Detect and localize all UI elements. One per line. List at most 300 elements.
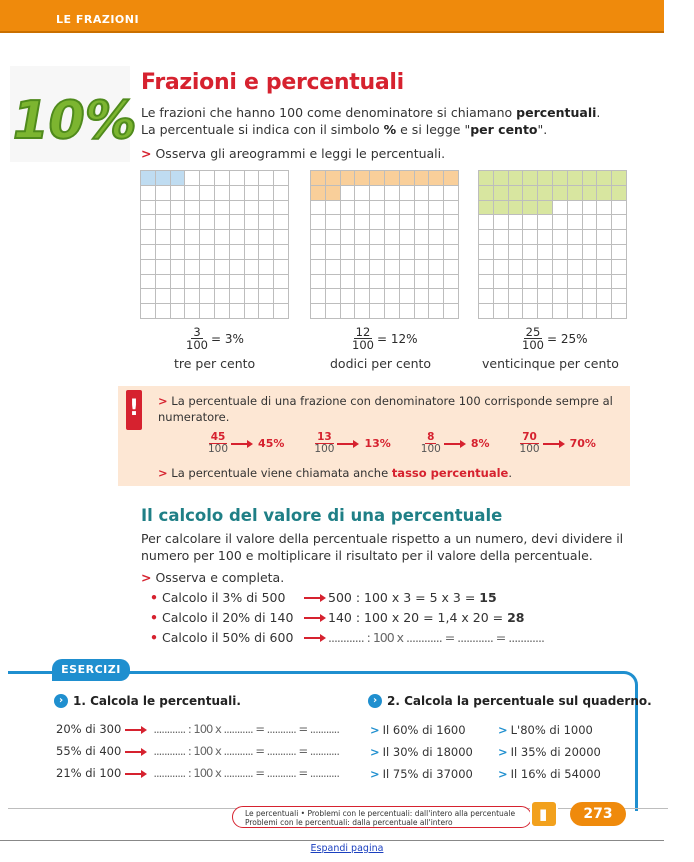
calc-row: • Calcolo il 20% di 140 140 : 100 x 20 = 1,4 x 20 = 28: [150, 610, 525, 625]
digital-resource-icon[interactable]: ▮: [530, 800, 558, 828]
grid-cell: [415, 186, 430, 201]
grid-cell: [583, 230, 598, 245]
calc-heading: Il calcolo del valore di una percentuale: [141, 506, 503, 525]
grid-cell: [171, 215, 186, 230]
grid-cell: [230, 245, 245, 260]
grid-cell: [385, 275, 400, 290]
percent-badge: [6, 66, 142, 162]
grid-cell: [245, 215, 260, 230]
note-fraction-item: $\frac{8}{100}$ 8%: [420, 431, 490, 455]
calc-observe-instruction: > Osserva e completa.: [141, 570, 285, 585]
grid-cell: [415, 260, 430, 275]
grid-cell: [400, 245, 415, 260]
grid-cell: [479, 201, 494, 216]
grid-cell: [553, 289, 568, 304]
grid-cell: [568, 245, 583, 260]
grid-cell: [245, 275, 260, 290]
grid-cell: [259, 304, 274, 319]
grid-cell: [355, 275, 370, 290]
grid-cell: [444, 289, 459, 304]
grid-cell: [479, 260, 494, 275]
grid-cell: [509, 289, 524, 304]
grid-cell: [230, 304, 245, 319]
grid-cell: [523, 304, 538, 319]
grid-cell: [429, 215, 444, 230]
grid-cell: [479, 275, 494, 290]
grid-cell: [612, 245, 627, 260]
exercise-2-item: > Il 60% di 1600: [370, 723, 466, 737]
grid-cell: [171, 245, 186, 260]
exercise-2-item: > L'80% di 1000: [498, 723, 593, 737]
grid-cell: [523, 215, 538, 230]
grid-cell: [583, 215, 598, 230]
grid-cell: [479, 304, 494, 319]
viewer-divider: [0, 840, 664, 841]
grid-cell: [185, 245, 200, 260]
grid-cell: [259, 230, 274, 245]
grid-cell: [494, 304, 509, 319]
grid-cell: [326, 245, 341, 260]
exercises-tab: ESERCIZI: [52, 659, 130, 681]
grid-words-2: dodici per cento: [330, 356, 432, 371]
grid-cell: [400, 260, 415, 275]
grid-cell: [444, 215, 459, 230]
grid-cell: [311, 186, 326, 201]
grid-cell: [245, 289, 260, 304]
arrow-right-icon: [125, 729, 143, 731]
exercise-2-item: > Il 75% di 37000: [370, 767, 473, 781]
grid-cell: [200, 289, 215, 304]
grid-cell: [479, 245, 494, 260]
grid-cell: [597, 201, 612, 216]
grid-cell: [355, 230, 370, 245]
grid-cell: [341, 171, 356, 186]
grid-cell: [230, 275, 245, 290]
calc-intro-text: Per calcolare il valore della percentuale rispetto a un numero, devi dividere il numero per 100 e moltiplicare il risultato per il valore della percentuale.: [141, 531, 624, 563]
grid-cell: [415, 215, 430, 230]
grid-cell: [385, 304, 400, 319]
grid-cell: [326, 201, 341, 216]
grid-cell: [400, 171, 415, 186]
grid-cell: [385, 245, 400, 260]
grid-cell: [259, 171, 274, 186]
grid-cell: [612, 304, 627, 319]
exercise-1-title: › 1. Calcola le percentuali.: [54, 694, 241, 708]
grid-cell: [597, 186, 612, 201]
note-fraction-examples: [208, 432, 596, 455]
grid-cell: [370, 245, 385, 260]
grid-cell: [311, 171, 326, 186]
grid-cell: [355, 304, 370, 319]
grid-cell: [538, 245, 553, 260]
grid-cell: [156, 186, 171, 201]
grid-cell: [311, 304, 326, 319]
grid-cell: [171, 171, 186, 186]
grid-cell: [538, 171, 553, 186]
grid-cell: [568, 201, 583, 216]
badge-text: 10%: [6, 90, 142, 151]
grid-cell: [141, 260, 156, 275]
expand-page-link[interactable]: Espandi pagina: [310, 843, 384, 854]
grid-cell: [494, 245, 509, 260]
grid-cell: [597, 289, 612, 304]
grid-cell: [400, 289, 415, 304]
grid-cell: [553, 186, 568, 201]
grid-cell: [538, 260, 553, 275]
grid-cell: [523, 289, 538, 304]
grid-cell: [538, 289, 553, 304]
grid-cell: [274, 304, 289, 319]
grid-cell: [612, 201, 627, 216]
section-header-bar: [0, 0, 664, 33]
grid-cell: [538, 215, 553, 230]
grid-cell: [597, 215, 612, 230]
grid-cell: [259, 201, 274, 216]
grid-cell: [341, 289, 356, 304]
grid-cell: [200, 304, 215, 319]
grid-cell: [185, 201, 200, 216]
grid-cell: [400, 275, 415, 290]
grid-cell: [230, 186, 245, 201]
grid-cell: [429, 186, 444, 201]
page-number: 273: [570, 802, 626, 826]
grid-cell: [429, 289, 444, 304]
grid-cell: [509, 275, 524, 290]
arrow-right-icon: [304, 597, 322, 599]
arrow-right-icon: [304, 637, 322, 639]
grid-cell: [259, 186, 274, 201]
grid-cell: [370, 215, 385, 230]
grid-cell: [415, 275, 430, 290]
grid-cell: [597, 304, 612, 319]
grid-cell: [444, 230, 459, 245]
grid-cell: [583, 186, 598, 201]
grid-fraction-3: $\frac{25}{100}$ = 25%: [522, 325, 588, 352]
grid-cell: [444, 260, 459, 275]
exercise-2-title: › 2. Calcola la percentuale sul quaderno.: [368, 694, 652, 708]
grid-cell: [509, 201, 524, 216]
grid-cell: [311, 215, 326, 230]
note-fraction-item: $\frac{45}{100}$ 45%: [208, 431, 285, 455]
area-grid-25: [478, 170, 627, 319]
grid-cell: [444, 304, 459, 319]
grid-cell: [494, 215, 509, 230]
grid-cell: [355, 201, 370, 216]
exercises-box: [8, 671, 638, 811]
grid-cell: [245, 230, 260, 245]
grid-cell: [568, 230, 583, 245]
grid-cell: [509, 171, 524, 186]
grid-cell: [583, 304, 598, 319]
grid-cell: [326, 304, 341, 319]
grid-cell: [523, 186, 538, 201]
arrow-right-icon: [304, 617, 322, 619]
grid-cell: [185, 215, 200, 230]
grid-cell: [553, 215, 568, 230]
grid-cell: [259, 289, 274, 304]
grid-cell: [259, 260, 274, 275]
grid-cell: [171, 289, 186, 304]
grid-cell: [215, 260, 230, 275]
grid-cell: [370, 275, 385, 290]
grid-cell: [523, 201, 538, 216]
grid-cell: [185, 171, 200, 186]
grid-cell: [553, 245, 568, 260]
grid-cell: [341, 186, 356, 201]
grid-cell: [171, 201, 186, 216]
exercise-2-item: > Il 30% di 18000: [370, 745, 473, 759]
grid-cell: [494, 289, 509, 304]
grid-cell: [185, 304, 200, 319]
grid-cell: [568, 186, 583, 201]
grid-cell: [156, 260, 171, 275]
grid-cell: [429, 230, 444, 245]
grid-cell: [370, 230, 385, 245]
grid-cell: [479, 215, 494, 230]
grid-cell: [141, 186, 156, 201]
grid-cell: [326, 186, 341, 201]
grid-cell: [200, 215, 215, 230]
grid-cell: [355, 186, 370, 201]
grid-cell: [553, 304, 568, 319]
grid-cell: [341, 260, 356, 275]
grid-cell: [538, 304, 553, 319]
grid-cell: [156, 230, 171, 245]
grid-cell: [200, 275, 215, 290]
arrow-right-icon: [543, 443, 561, 445]
grid-cell: [185, 275, 200, 290]
grid-cell: [479, 186, 494, 201]
grid-cell: [171, 275, 186, 290]
grid-cell: [259, 215, 274, 230]
grid-cell: [553, 230, 568, 245]
grid-cell: [523, 260, 538, 275]
grid-cell: [568, 275, 583, 290]
grid-cell: [230, 260, 245, 275]
grid-cell: [259, 275, 274, 290]
grid-cell: [612, 289, 627, 304]
note-rule-text: > La percentuale di una frazione con denominatore 100 corrisponde sempre al numeratore.: [158, 394, 613, 424]
area-grid-12: [310, 170, 459, 319]
grid-cell: [230, 215, 245, 230]
grid-cell: [597, 171, 612, 186]
grid-cell: [274, 230, 289, 245]
arrow-circle-icon: ›: [54, 694, 68, 708]
grid-cell: [479, 171, 494, 186]
grid-cell: [245, 171, 260, 186]
grid-cell: [509, 260, 524, 275]
grid-cell: [612, 230, 627, 245]
grid-cell: [370, 201, 385, 216]
grid-cell: [215, 230, 230, 245]
grid-cell: [553, 260, 568, 275]
grid-cell: [141, 201, 156, 216]
textbook-page: [4, 64, 662, 827]
grid-cell: [538, 230, 553, 245]
grid-cell: [230, 230, 245, 245]
grid-cell: [311, 230, 326, 245]
grid-cell: [245, 260, 260, 275]
grid-cell: [185, 186, 200, 201]
grid-cell: [185, 260, 200, 275]
arrow-right-icon: [125, 751, 143, 753]
grid-cell: [326, 275, 341, 290]
grid-cell: [326, 260, 341, 275]
grid-cell: [245, 304, 260, 319]
grid-cell: [215, 171, 230, 186]
grid-cell: [415, 289, 430, 304]
grid-cell: [355, 245, 370, 260]
grid-cell: [597, 275, 612, 290]
grid-cell: [415, 171, 430, 186]
grid-cell: [230, 289, 245, 304]
grid-cell: [415, 245, 430, 260]
grid-cell: [583, 171, 598, 186]
grid-cell: [215, 304, 230, 319]
grid-cell: [259, 245, 274, 260]
grid-cell: [156, 289, 171, 304]
grid-cell: [494, 260, 509, 275]
grid-cell: [245, 186, 260, 201]
observe-instruction: > Osserva gli areogrammi e leggi le percentuali.: [141, 146, 446, 161]
grid-cell: [385, 230, 400, 245]
grid-cell: [311, 275, 326, 290]
grid-cell: [479, 289, 494, 304]
grid-cell: [612, 186, 627, 201]
grid-cell: [200, 245, 215, 260]
grid-cell: [583, 275, 598, 290]
grid-cell: [245, 245, 260, 260]
grid-cell: [597, 260, 612, 275]
grid-cell: [341, 230, 356, 245]
grid-cell: [141, 275, 156, 290]
grid-cell: [568, 304, 583, 319]
grid-cell: [494, 230, 509, 245]
grid-cell: [200, 260, 215, 275]
note-fraction-item: $\frac{70}{100}$ 70%: [519, 431, 596, 455]
grid-cell: [553, 171, 568, 186]
grid-cell: [523, 245, 538, 260]
grid-cell: [553, 275, 568, 290]
grid-cell: [355, 171, 370, 186]
area-grid-3: [140, 170, 289, 319]
grid-cell: [509, 245, 524, 260]
grid-cell: [311, 260, 326, 275]
grid-cell: [355, 215, 370, 230]
arrow-right-icon: [337, 443, 355, 445]
grid-cell: [341, 201, 356, 216]
grid-cell: [415, 230, 430, 245]
grid-cell: [215, 289, 230, 304]
grid-cell: [156, 171, 171, 186]
grid-cell: [494, 275, 509, 290]
grid-cell: [245, 201, 260, 216]
grid-cell: [400, 186, 415, 201]
grid-cell: [385, 289, 400, 304]
grid-cell: [538, 201, 553, 216]
grid-cell: [429, 275, 444, 290]
grid-cell: [429, 171, 444, 186]
grid-cell: [509, 186, 524, 201]
exercise-1-row: 20% di 300 ............ : 100 x ........... = ........... = ...........: [56, 722, 339, 736]
grid-cell: [444, 171, 459, 186]
grid-cell: [612, 260, 627, 275]
grid-cell: [326, 215, 341, 230]
exercise-2-item: > Il 35% di 20000: [498, 745, 601, 759]
grid-cell: [400, 201, 415, 216]
grid-cell: [355, 289, 370, 304]
grid-cell: [355, 260, 370, 275]
grid-cell: [400, 215, 415, 230]
grid-cell: [370, 289, 385, 304]
exclamation-icon: !: [126, 390, 142, 430]
grid-cell: [171, 230, 186, 245]
grid-cell: [597, 230, 612, 245]
grid-cell: [385, 260, 400, 275]
grid-cell: [215, 245, 230, 260]
arrow-right-icon: [125, 773, 143, 775]
grid-cell: [568, 171, 583, 186]
grid-cell: [494, 201, 509, 216]
grid-cell: [215, 186, 230, 201]
grid-cell: [400, 304, 415, 319]
grid-cell: [156, 201, 171, 216]
grid-cell: [311, 245, 326, 260]
grid-cell: [326, 171, 341, 186]
exercise-2-item: > Il 16% di 54000: [498, 767, 601, 781]
arrow-circle-icon: ›: [368, 694, 382, 708]
grid-cell: [311, 289, 326, 304]
grid-cell: [200, 171, 215, 186]
grid-cell: [274, 201, 289, 216]
grid-cell: [494, 171, 509, 186]
section-title: LE FRAZIONI: [56, 13, 140, 26]
grid-cell: [444, 201, 459, 216]
grid-cell: [171, 186, 186, 201]
grid-cell: [274, 215, 289, 230]
grid-cell: [185, 230, 200, 245]
grid-cell: [583, 289, 598, 304]
grid-cell: [141, 215, 156, 230]
percent-badge-icon: [6, 76, 142, 152]
grid-cell: [156, 304, 171, 319]
grid-cell: [612, 275, 627, 290]
grid-cell: [509, 215, 524, 230]
grid-cell: [568, 289, 583, 304]
grid-cell: [385, 186, 400, 201]
calc-row: • Calcolo il 50% di 600 ............ : 100 x ............ = ............ = ............: [150, 630, 544, 645]
grid-cell: [370, 186, 385, 201]
arrow-right-icon: [231, 443, 249, 445]
grid-cell: [311, 201, 326, 216]
grid-cell: [326, 289, 341, 304]
grid-cell: [171, 304, 186, 319]
grid-cell: [509, 230, 524, 245]
grid-cell: [400, 230, 415, 245]
grid-cell: [429, 245, 444, 260]
grid-cell: [583, 245, 598, 260]
grid-cell: [583, 201, 598, 216]
grid-cell: [370, 171, 385, 186]
grid-cell: [171, 260, 186, 275]
grid-cell: [385, 201, 400, 216]
grid-cell: [538, 275, 553, 290]
grid-cell: [429, 304, 444, 319]
grid-cell: [429, 260, 444, 275]
grid-cell: [612, 215, 627, 230]
grid-cell: [141, 245, 156, 260]
grid-cell: [415, 201, 430, 216]
